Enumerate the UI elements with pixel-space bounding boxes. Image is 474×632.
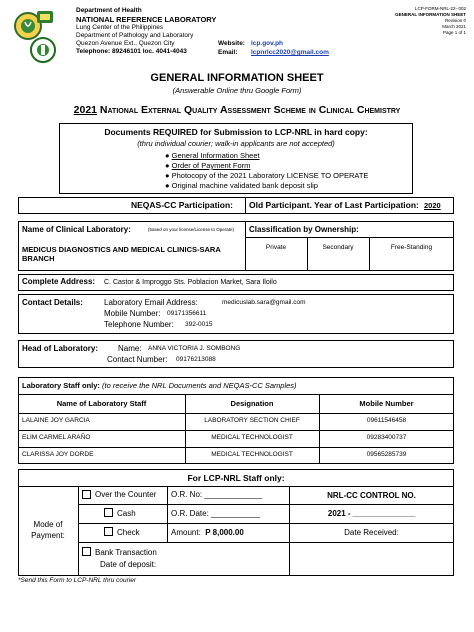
staff-row-1-name: LALAINE JOY GARCIA (22, 417, 90, 424)
lab-tel-value: 392-0015 (185, 321, 213, 328)
staff-heading: Laboratory Staff only: (to receive the NRL Documents and NEQAS-CC Samples) (22, 381, 297, 390)
contact-label: Contact Details: (22, 298, 83, 307)
logo-seal (36, 10, 54, 24)
staff-row-2-mobile: 09283400737 (366, 434, 407, 441)
staff-row-2-designation: MEDICAL TECHNOLOGIST (211, 434, 293, 441)
staff-row-3-mobile: 09565285739 (366, 451, 407, 458)
staff-row-2-name: ELIM CARMEL ARAÑO (22, 434, 91, 441)
staff-col-designation: Designation (230, 399, 274, 408)
participation-year: 2020 (424, 201, 441, 210)
page-title: GENERAL INFORMATION SHEET (150, 72, 324, 84)
form-code: LCP-FORM-NRL-22-·002 (414, 6, 466, 11)
lcp-heading: For LCP-NRL Staff only: (187, 473, 285, 483)
header-telephone: Telephone: 89246101 loc. 4041-4043 (76, 48, 187, 55)
header-dept: Department of Pathology and Laboratory (76, 32, 194, 39)
class-secondary[interactable]: Secondary (322, 244, 354, 251)
checkbox-check[interactable] (104, 527, 113, 536)
header-address: Quezon Avenue Ext., Quezon City (76, 40, 175, 47)
mode-of-payment-label: Mode of Payment: (31, 520, 65, 540)
date-received-label: Date Received: (344, 528, 399, 537)
docs-item-1: ● General Information Sheet (165, 151, 260, 160)
header-email[interactable]: lcpnrlcc2020@gmail.com (251, 49, 329, 56)
head-label: Head of Laboratory: (22, 344, 99, 353)
participation-old-label: Old Participant. Year of Last Participation: (249, 200, 419, 210)
lab-email-label: Laboratory Email Address: (104, 298, 198, 307)
lab-name-value: MEDICUS DIAGNOSTICS AND MEDICAL CLINICS-SARA BRANCH (22, 245, 221, 263)
docs-note: (thru individual courier; walk-in applicants are not accepted) (137, 139, 335, 148)
or-no-field[interactable]: O.R. No: _____________ (171, 490, 263, 499)
docs-item-3: ● Photocopy of the 2021 Laboratory LICENSE TO OPERATE (165, 171, 369, 180)
docs-item-4: ● Original machine validated bank deposit slip (165, 181, 318, 190)
footnote: *Send this Form to LCP-NRL thru courier (18, 577, 137, 584)
staff-row-3-name: CLARISSA JOY DORDE (22, 451, 94, 458)
lab-mobile-label: Mobile Number: (104, 309, 161, 318)
date-of-deposit-label: Date of deposit: (100, 560, 157, 569)
head-name-value: ANNA VICTORIA J. SOMBONG (148, 345, 241, 352)
form-code-title: GENERAL INFORMATION SHEET (395, 12, 466, 17)
head-contact-label: Contact Number: (107, 355, 168, 364)
lab-name-label: Name of Clinical Laboratory: (22, 225, 131, 234)
option-bank-transaction: Bank Transaction (95, 548, 157, 557)
class-free-standing[interactable]: Free-Standing (390, 244, 433, 251)
header-website-label: Website: (218, 40, 245, 47)
option-cash: Cash (117, 509, 136, 518)
scheme-name: National External Quality Assessment Scheme in Clinical Chemistry (99, 104, 401, 116)
header-website[interactable]: lcp.gov.ph (251, 40, 284, 47)
amount-field: Amount: P 8,000.00 (171, 528, 244, 537)
form-date: March 2021 (442, 24, 466, 29)
staff-col-mobile: Mobile Number (359, 399, 414, 408)
head-contact-value: 09176213088 (176, 356, 216, 363)
control-no-label: NRL-CC CONTROL NO. (327, 491, 416, 500)
docs-heading: Documents REQUIRED for Submission to LCP-NRL in hard copy: (104, 127, 368, 137)
class-private[interactable]: Private (265, 244, 287, 251)
staff-row-1-designation: LABORATORY SECTION CHIEF (204, 417, 300, 424)
header-center: Lung Center of the Philippines (76, 24, 164, 31)
address-label: Complete Address: (22, 277, 96, 286)
head-name-label: Name: (118, 344, 142, 353)
address-value: C. Castor & Improggo Sts. Poblacion Market, Sara Iloilo (104, 279, 277, 286)
logo-nrl (30, 37, 56, 63)
docs-item-2: ● Order of Payment Form (165, 161, 251, 170)
staff-col-name: Name of Laboratory Staff (56, 399, 147, 408)
classification-label: Classification by Ownership: (249, 225, 359, 234)
scheme-line (0, 105, 474, 116)
checkbox-bank-transaction[interactable] (82, 547, 91, 556)
header-lab-name: NATIONAL REFERENCE LABORATORY (76, 15, 217, 24)
lab-name-note: (based on your license/License to Operate) (148, 227, 235, 232)
lab-email-value: medicuslab.sara@gmail.com (222, 299, 306, 306)
lab-mobile-value: 09171356611 (167, 310, 207, 317)
header-email-label: Email: (218, 49, 238, 56)
control-no-value: 2021 - ______________ (327, 509, 416, 518)
checkbox-cash[interactable] (104, 508, 113, 517)
page-subtitle: (Answerable Online thru Google Form) (172, 86, 302, 95)
staff-row-3-designation: MEDICAL TECHNOLOGIST (211, 451, 293, 458)
or-date-field[interactable]: O.R. Date: ___________ (171, 509, 260, 518)
participation-label: NEQAS-CC Participation: (131, 200, 234, 210)
lab-tel-label: Telephone Number: (104, 320, 174, 329)
header-agency: Department of Health (76, 7, 142, 14)
scheme-year: 2021 (73, 104, 97, 116)
form-page: Page 1 of 1 (442, 30, 466, 35)
option-over-the-counter: Over the Counter (95, 490, 157, 499)
staff-row-1-mobile: 09611546458 (366, 417, 407, 424)
form-revision: Revision 0 (444, 18, 466, 23)
option-check: Check (117, 528, 140, 537)
checkbox-over-the-counter[interactable] (82, 490, 91, 499)
